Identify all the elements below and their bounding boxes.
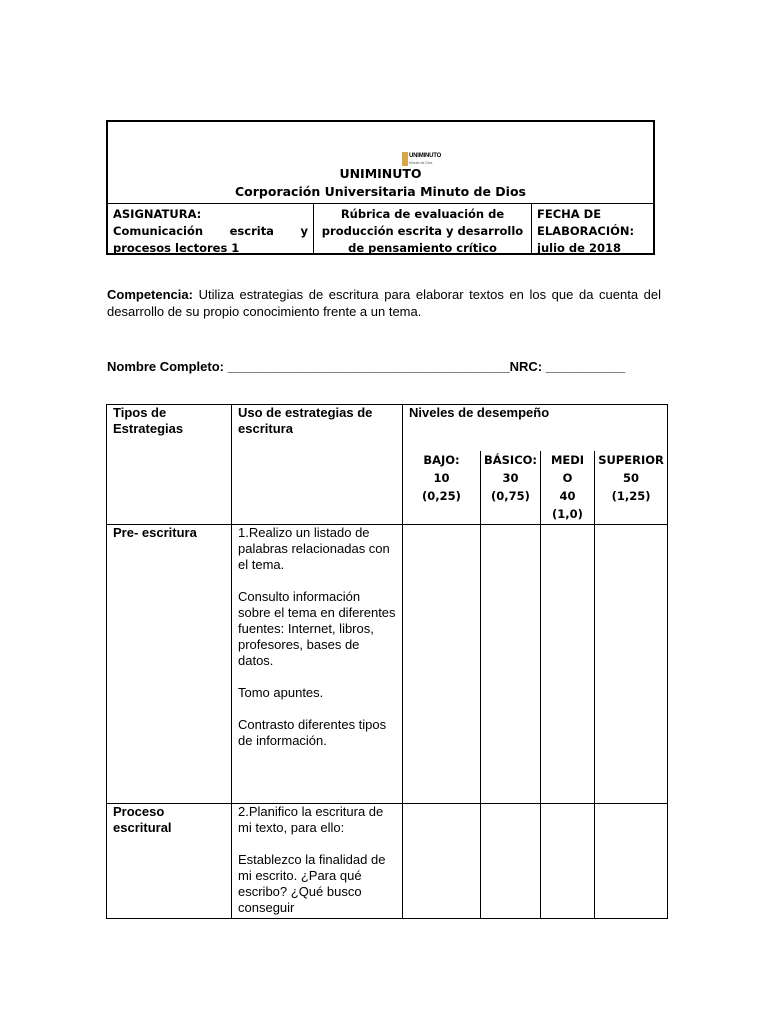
asignatura-label: ASIGNATURA: xyxy=(113,207,202,221)
level-bajo-label: BAJO: xyxy=(423,452,460,467)
score-cell xyxy=(481,525,541,804)
asignatura-cell xyxy=(108,204,314,255)
level-basico-points: 30 xyxy=(502,470,519,485)
score-cell xyxy=(595,804,668,919)
asignatura-value: Comunicación escrita y procesos lectores 1 xyxy=(113,224,308,255)
nombre-field-line: Nombre Completo: _______________________________________NRC: ___________ xyxy=(107,359,626,374)
level-superior-label: SUPERIOR xyxy=(598,452,664,467)
col-header-uso: Uso de estrategias de escritura xyxy=(232,405,403,525)
header-info-row xyxy=(108,203,653,255)
competencia-paragraph xyxy=(107,286,661,320)
table-row xyxy=(107,804,668,919)
level-medio-label-part1: MEDI xyxy=(550,452,585,467)
level-superior-grade: (1,25) xyxy=(611,488,651,503)
level-medio xyxy=(541,451,595,525)
level-basico-grade: (0,75) xyxy=(491,488,530,503)
col-header-niveles: Niveles de desempeño xyxy=(403,405,668,451)
level-bajo-grade: (0,25) xyxy=(422,488,461,503)
fecha-label: FECHA DE ELABORACIÓN: xyxy=(537,207,635,238)
level-medio-points: 40 xyxy=(559,488,576,503)
level-medio-grade: (1,0) xyxy=(552,506,583,521)
tipo-proceso-escritural: Proceso escritural xyxy=(107,804,232,919)
level-superior xyxy=(595,451,668,525)
rubric-table xyxy=(106,404,668,919)
competencia-text: Utiliza estrategias de escritura para elaborar textos en los que da cuenta del desarrollo de su propio conocimiento frente a un tema. xyxy=(107,287,661,319)
score-cell xyxy=(403,804,481,919)
document-header xyxy=(106,120,655,255)
uso-pre-escritura xyxy=(232,525,403,804)
strategy-item: Tomo apuntes. xyxy=(238,685,324,700)
level-basico xyxy=(481,451,541,525)
org-full-name: Corporación Universitaria Minuto de Dios xyxy=(235,184,526,199)
level-bajo-points: 10 xyxy=(433,470,450,485)
strategy-item: Contrasto diferentes tipos de información. xyxy=(238,717,387,748)
level-bajo xyxy=(403,451,481,525)
score-cell xyxy=(595,525,668,804)
logo-subtext: Minuto de Dios xyxy=(409,161,433,165)
tipo-pre-escritura: Pre- escritura xyxy=(107,525,232,804)
strategy-item: Establezco la finalidad de mi escrito. ¿Para qué escribo? ¿Qué busco conseguir xyxy=(238,852,386,915)
score-cell xyxy=(481,804,541,919)
level-superior-points: 50 xyxy=(623,470,640,485)
uso-proceso-escritural xyxy=(232,804,403,919)
logo-mark-icon xyxy=(402,152,408,166)
logo-wordmark: UNIMINUTO xyxy=(409,153,442,159)
fecha-value: julio de 2018 xyxy=(537,241,621,255)
fecha-cell xyxy=(532,204,654,255)
table-row xyxy=(107,525,668,804)
strategy-item: Consulto información sobre el tema en diferentes fuentes: Internet, libros, profesores, bases de datos. xyxy=(238,589,396,668)
strategy-item: 2.Planifico la escritura de mi texto, para ello: xyxy=(238,804,384,835)
strategy-item: 1.Realizo un listado de palabras relacionadas con el tema. xyxy=(238,525,390,572)
score-cell xyxy=(541,804,595,919)
org-short-name: UNIMINUTO xyxy=(339,166,422,181)
score-cell xyxy=(541,525,595,804)
score-cell xyxy=(403,525,481,804)
col-header-tipos: Tipos de Estrategias xyxy=(107,405,232,525)
level-medio-label-part2: O xyxy=(562,470,573,485)
competencia-label: Competencia: xyxy=(107,287,193,302)
level-basico-label: BÁSICO: xyxy=(483,452,538,467)
doc-title-cell: Rúbrica de evaluación de producción escrita y desarrollo de pensamiento crítico xyxy=(314,204,532,255)
table-header-row xyxy=(107,405,668,451)
